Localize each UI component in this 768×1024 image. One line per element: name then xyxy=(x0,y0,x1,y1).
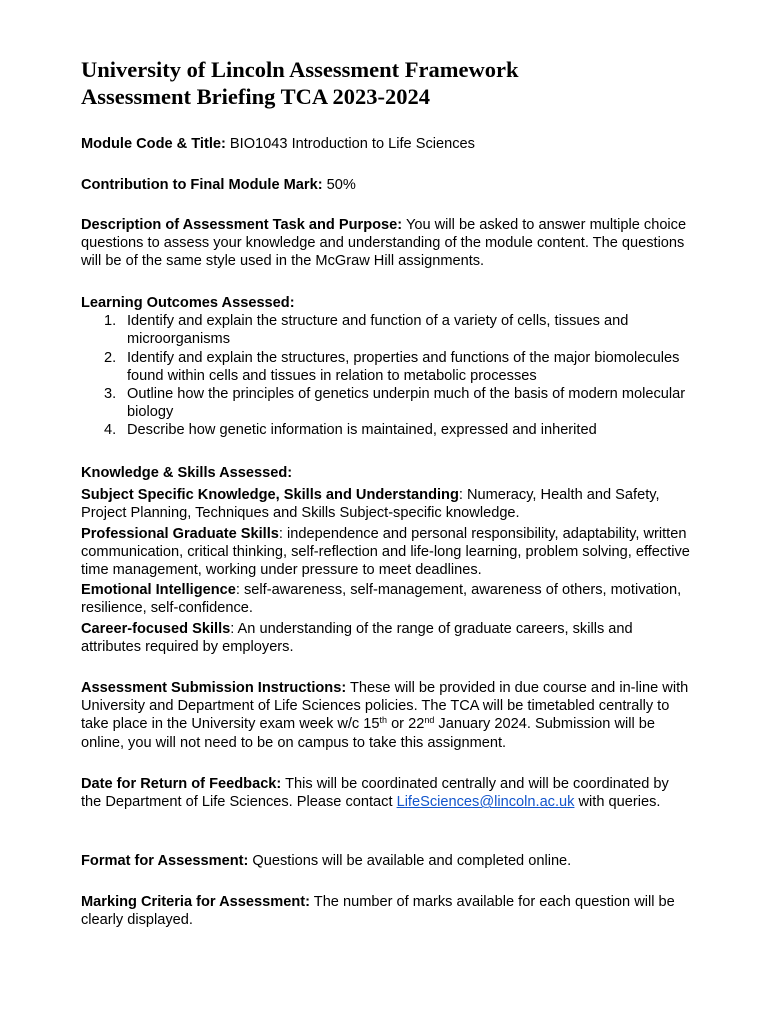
submission-section xyxy=(81,679,693,752)
emotional-intelligence-text: : self-awareness, self-management, awareness of others, motivation, resilience, self-confidence. xyxy=(81,582,682,617)
submission-text-b: or 22 xyxy=(387,716,425,733)
module-value: BIO1043 Introduction to Life Sciences xyxy=(229,136,475,152)
title-line-1: University of Lincoln Assessment Framework xyxy=(81,57,519,82)
professional-skills-text: : independence and personal responsibility, adaptability, written communication, critical thinking, self-reflection and life-long learning, problem solving, effective time management, working under pressure to meet deadlines. xyxy=(81,526,690,579)
page-title xyxy=(81,56,721,110)
list-item xyxy=(81,421,693,439)
professional-skills-label: Professional Graduate Skills xyxy=(81,526,279,542)
marking-section xyxy=(81,893,693,929)
list-item xyxy=(81,385,693,421)
marking-label: Marking Criteria for Assessment: xyxy=(81,894,310,910)
submission-label: Assessment Submission Instructions: xyxy=(81,680,347,696)
title-line-2: Assessment Briefing TCA 2023-2024 xyxy=(81,84,430,109)
format-label: Format for Assessment: xyxy=(81,853,249,869)
skills-label: Knowledge & Skills Assessed: xyxy=(81,465,293,481)
contribution xyxy=(81,176,693,194)
contribution-value: 50% xyxy=(326,177,356,193)
submission-text-a: These will be provided in due course and in-line with University and Department of Life Sciences policies. The TCA will be timetabled centrally to take place in the University exam week w/c 15 xyxy=(81,680,689,733)
module-code-title xyxy=(81,135,693,153)
learning-outcomes-section xyxy=(81,294,693,440)
feedback-section xyxy=(81,775,693,811)
learning-outcomes-list xyxy=(81,312,693,439)
description-section xyxy=(81,216,693,271)
feedback-text-b: with queries. xyxy=(578,794,661,811)
career-skills xyxy=(81,620,693,656)
subject-skills-label: Subject Specific Knowledge, Skills and Understanding xyxy=(81,487,459,503)
emotional-intelligence xyxy=(81,581,693,617)
format-section xyxy=(81,852,693,870)
career-skills-text: : An understanding of the range of graduate careers, skills and attributes required by employers. xyxy=(81,621,633,656)
list-number: 3. xyxy=(104,386,117,403)
list-number: 4. xyxy=(104,422,117,439)
list-item-text: Identify and explain the structures, properties and functions of the major biomolecules found within cells and tissues in relation to metabolic processes xyxy=(127,349,680,384)
list-item xyxy=(81,312,693,348)
feedback-label: Date for Return of Feedback: xyxy=(81,776,282,792)
feedback-text-a: This will be coordinated centrally and will be coordinated by the Department of Life Sciences. Please contact xyxy=(81,776,669,811)
submission-sup-a: th xyxy=(379,715,388,726)
professional-skills xyxy=(81,525,693,580)
list-number: 1. xyxy=(104,313,117,330)
learning-outcomes-label: Learning Outcomes Assessed: xyxy=(81,295,295,311)
description-text: You will be asked to answer multiple choice questions to assess your knowledge and understanding of the module content. The questions will be of the same style used in the McGraw Hill assignments. xyxy=(81,217,687,270)
submission-sup-b: nd xyxy=(424,715,435,726)
list-item-text: Identify and explain the structure and function of a variety of cells, tissues and microorganisms xyxy=(127,313,629,348)
format-text: Questions will be available and completed online. xyxy=(252,853,572,869)
submission-text-c: January 2024. Submission will be online, you will not need to be on campus to take this assignment. xyxy=(81,716,656,751)
module-label: Module Code & Title: xyxy=(81,136,226,152)
description-label: Description of Assessment Task and Purpose: xyxy=(81,217,403,233)
list-number: 2. xyxy=(104,349,117,366)
emotional-intelligence-label: Emotional Intelligence xyxy=(81,582,236,598)
subject-skills xyxy=(81,486,693,522)
list-item-text: Outline how the principles of genetics underpin much of the basis of modern molecular biology xyxy=(127,386,686,421)
marking-text: The number of marks available for each question will be clearly displayed. xyxy=(81,894,675,929)
contribution-label: Contribution to Final Module Mark: xyxy=(81,177,323,193)
list-item-text: Describe how genetic information is maintained, expressed and inherited xyxy=(127,422,597,439)
career-skills-label: Career-focused Skills xyxy=(81,621,231,637)
subject-skills-text: : Numeracy, Health and Safety, Project Planning, Techniques and Skills Subject-specific knowledge. xyxy=(81,487,660,522)
email-link[interactable]: LifeSciences@lincoln.ac.uk xyxy=(396,794,575,811)
list-item xyxy=(81,349,693,385)
